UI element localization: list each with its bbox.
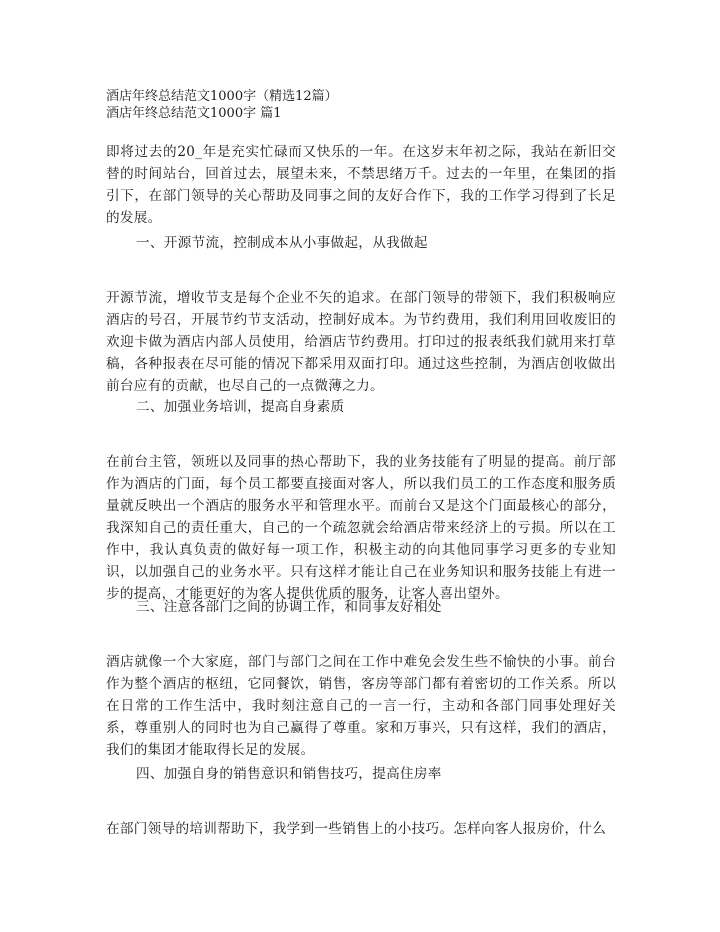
- section-body-2: 在前台主管，领班以及同事的热心帮助下，我的业务技能有了明显的提高。前厅部作为酒店的门面，每个员工都要直接面对客人，所以我们员工的工作态度和服务质量就反映出一个酒店的服务水平和管理水平。而前台又是这个门面最核心的部分，我深知自己的责任重大，自己的一个疏忽就会给酒店带来经济上的亏损。所以在工作中，我认真负责的做好每一项工作，积极主动的向其他同事学习更多的专业知识，以加强自己的业务水平。只有这样才能让自己在业务知识和服务技能上有进一步的提高，才能更好的为客人提供优质的服务，让客人喜出望外。: [106, 454, 616, 602]
- section-body-3: 酒店就像一个大家庭，部门与部门之间在工作中难免会发生些不愉快的小事。前台作为整个酒店的枢纽，它同餐饮，销售，客房等部门都有着密切的工作关系。所以在日常的工作生活中，我时刻注意自己的一言一行，主动和各部门同事处理好关系，尊重别人的同时也为自己赢得了尊重。家和万事兴，只有这样，我们的酒店，我们的集团才能取得长足的发展。: [106, 654, 616, 758]
- section-heading-3: 三、注意各部门之间的协调工作，和同事友好相处: [136, 599, 442, 615]
- document-title: 酒店年终总结范文1000字（精选12篇）: [106, 89, 338, 104]
- intro-paragraph: 即将过去的20_年是充实忙碌而又快乐的一年。在这岁末年初之际，我站在新旧交替的时间站台，回首过去，展望未来，不禁思绪万千。过去的一年里，在集团的指引下，在部门领导的关心帮助及同事之间的友好合作下，我的工作学习得到了长足的发展。: [106, 144, 616, 226]
- section-heading-4: 四、加强自身的销售意识和销售技巧，提高住房率: [136, 766, 442, 782]
- section-body-4: 在部门领导的培训帮助下，我学到一些销售上的小技巧。怎样向客人报房价，什么: [106, 821, 607, 837]
- section-heading-2: 二、加强业务培训，提高自身素质: [136, 399, 345, 415]
- document-subtitle: 酒店年终总结范文1000字 篇1: [106, 106, 282, 121]
- section-body-1: 开源节流，增收节支是每个企业不矢的追求。在部门领导的带领下，我们积极响应酒店的号召，开展节约节支活动，控制好成本。为节约费用，我们利用回收废旧的欢迎卡做为酒店内部人员使用，给酒店节约费用。打印过的报表纸我们就用来打草稿，各种报表在尽可能的情况下都采用双面打印。通过这些控制，为酒店创收做出前台应有的贡献，也尽自己的一点微薄之力。: [106, 290, 616, 394]
- section-heading-1: 一、开源节流，控制成本从小事做起，从我做起: [136, 235, 428, 251]
